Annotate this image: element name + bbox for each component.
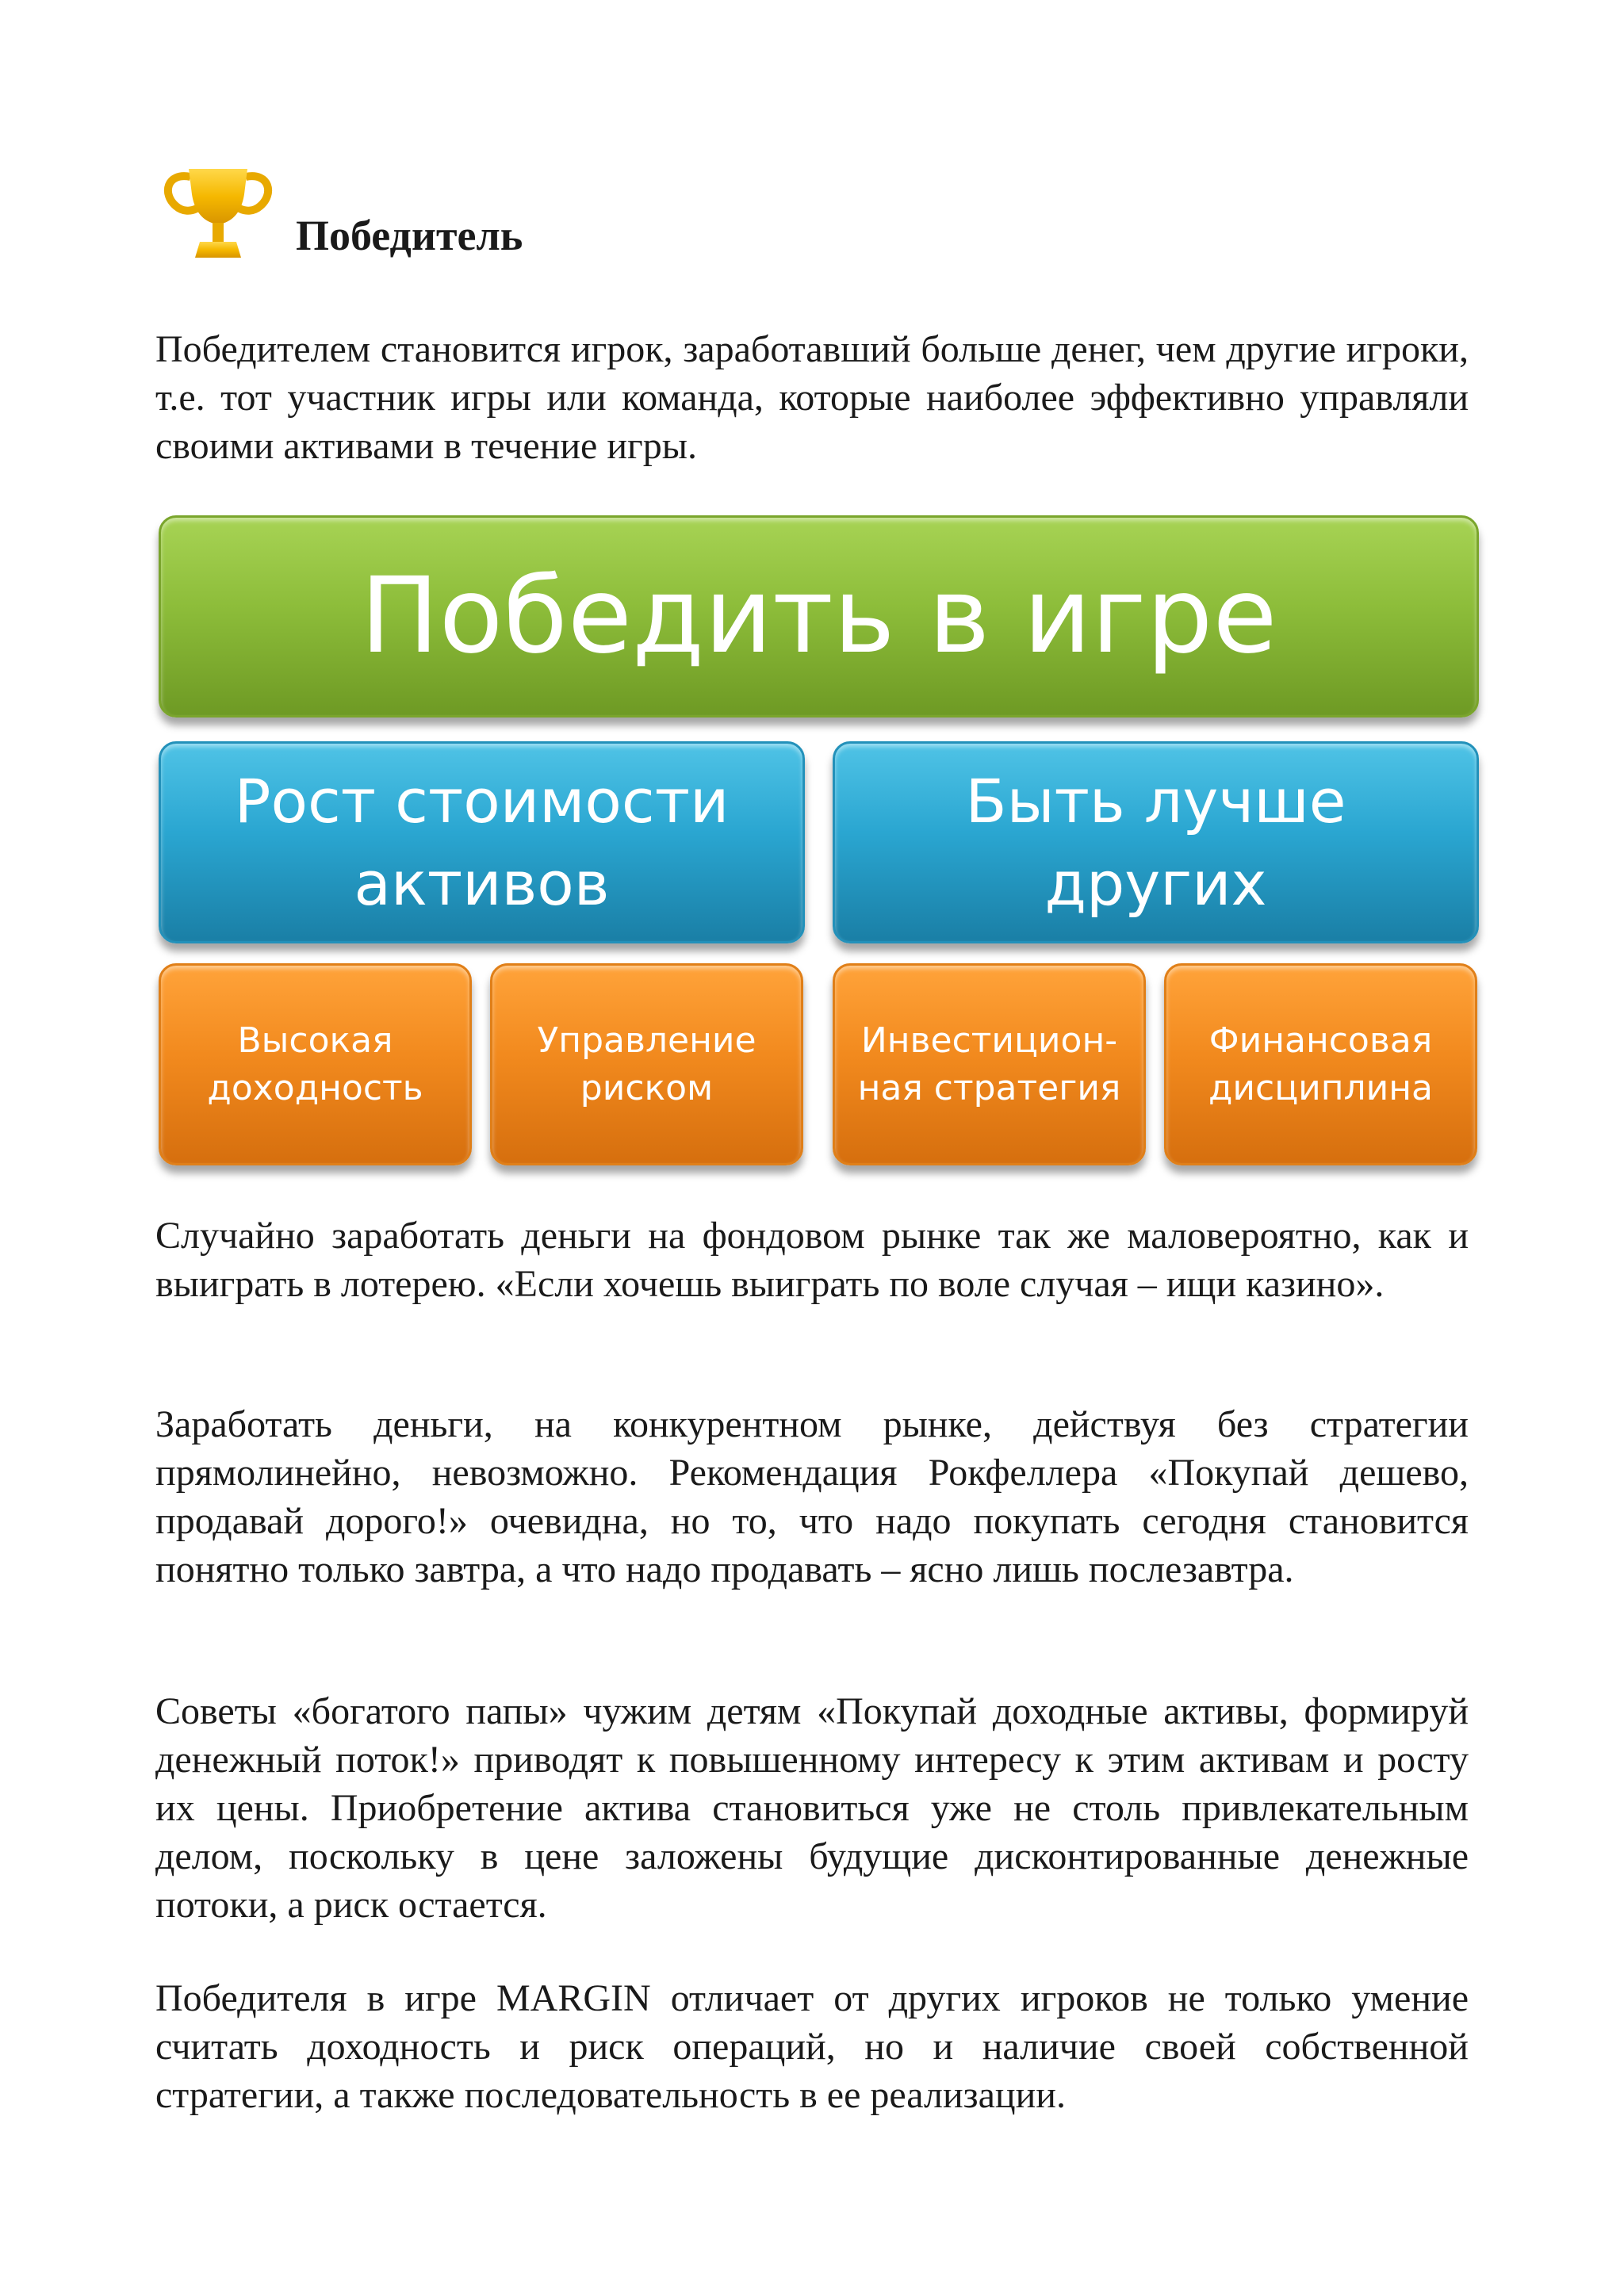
paragraph-rich-dad: Советы «богатого папы» чужим детям «Покупай доходные активы, формируй денежный поток!» приводят к повышенному интересу к этим активам и росту их цены. Приобретение актива становиться уже не столь привлекательным делом, поскольку в цене заложены будущие дисконтированные денежные потоки, а риск остается. — [155, 1690, 1469, 1926]
intro-paragraph: Победителем становится игрок, заработавший больше денег, чем другие игроки, т.е. тот участник игры или команда, которые наиболее эффективно управляли своими активами в течение игры. — [155, 328, 1469, 467]
leaf-label: Финансовая дисциплина — [1208, 1020, 1433, 1108]
goal-label: Победить в игре — [360, 554, 1277, 677]
paragraph-strategy: Заработать деньги, на конкурентном рынке, действуя без стратегии прямолинейно, невозможно. Рекомендация Рокфеллера «Покупай дешево, продавай дорого!» очевидна, но то, что надо покупать сегодня становится понятно только завтра, а что надо продавать – ясно лишь послезавтра. — [155, 1403, 1469, 1590]
leaf-box-risk-management — [490, 963, 803, 1165]
trophy-icon — [159, 163, 278, 266]
paragraph-chance: Случайно заработать деньги на фондовом рынке так же маловероятно, как и выиграть в лотерею. «Если хочешь выиграть по воле случая – ищи казино». — [155, 1215, 1469, 1305]
branch-box-be-better — [833, 741, 1479, 943]
leaf-label: Высокая доходность — [207, 1020, 423, 1108]
branch-label: Быть лучше других — [965, 765, 1346, 919]
goal-hierarchy-diagram — [159, 515, 1483, 1173]
leaf-box-financial-discipline — [1164, 963, 1477, 1165]
branch-label: Рост стоимости активов — [234, 765, 730, 919]
leaf-box-high-return — [159, 963, 472, 1165]
section-title: Победитель — [296, 212, 523, 259]
branch-box-asset-growth — [159, 741, 805, 943]
goal-box — [159, 515, 1479, 718]
leaf-label: Управление риском — [537, 1020, 756, 1108]
leaf-label: Инвестицион- ная стратегия — [857, 1020, 1121, 1108]
leaf-box-investment-strategy — [833, 963, 1146, 1165]
paragraph-margin-winner: Победителя в игре MARGIN отличает от других игроков не только умение считать доходность и риск операций, но и наличие своей собственной стратегии, а также последовательность в ее реализации. — [155, 1977, 1469, 2116]
